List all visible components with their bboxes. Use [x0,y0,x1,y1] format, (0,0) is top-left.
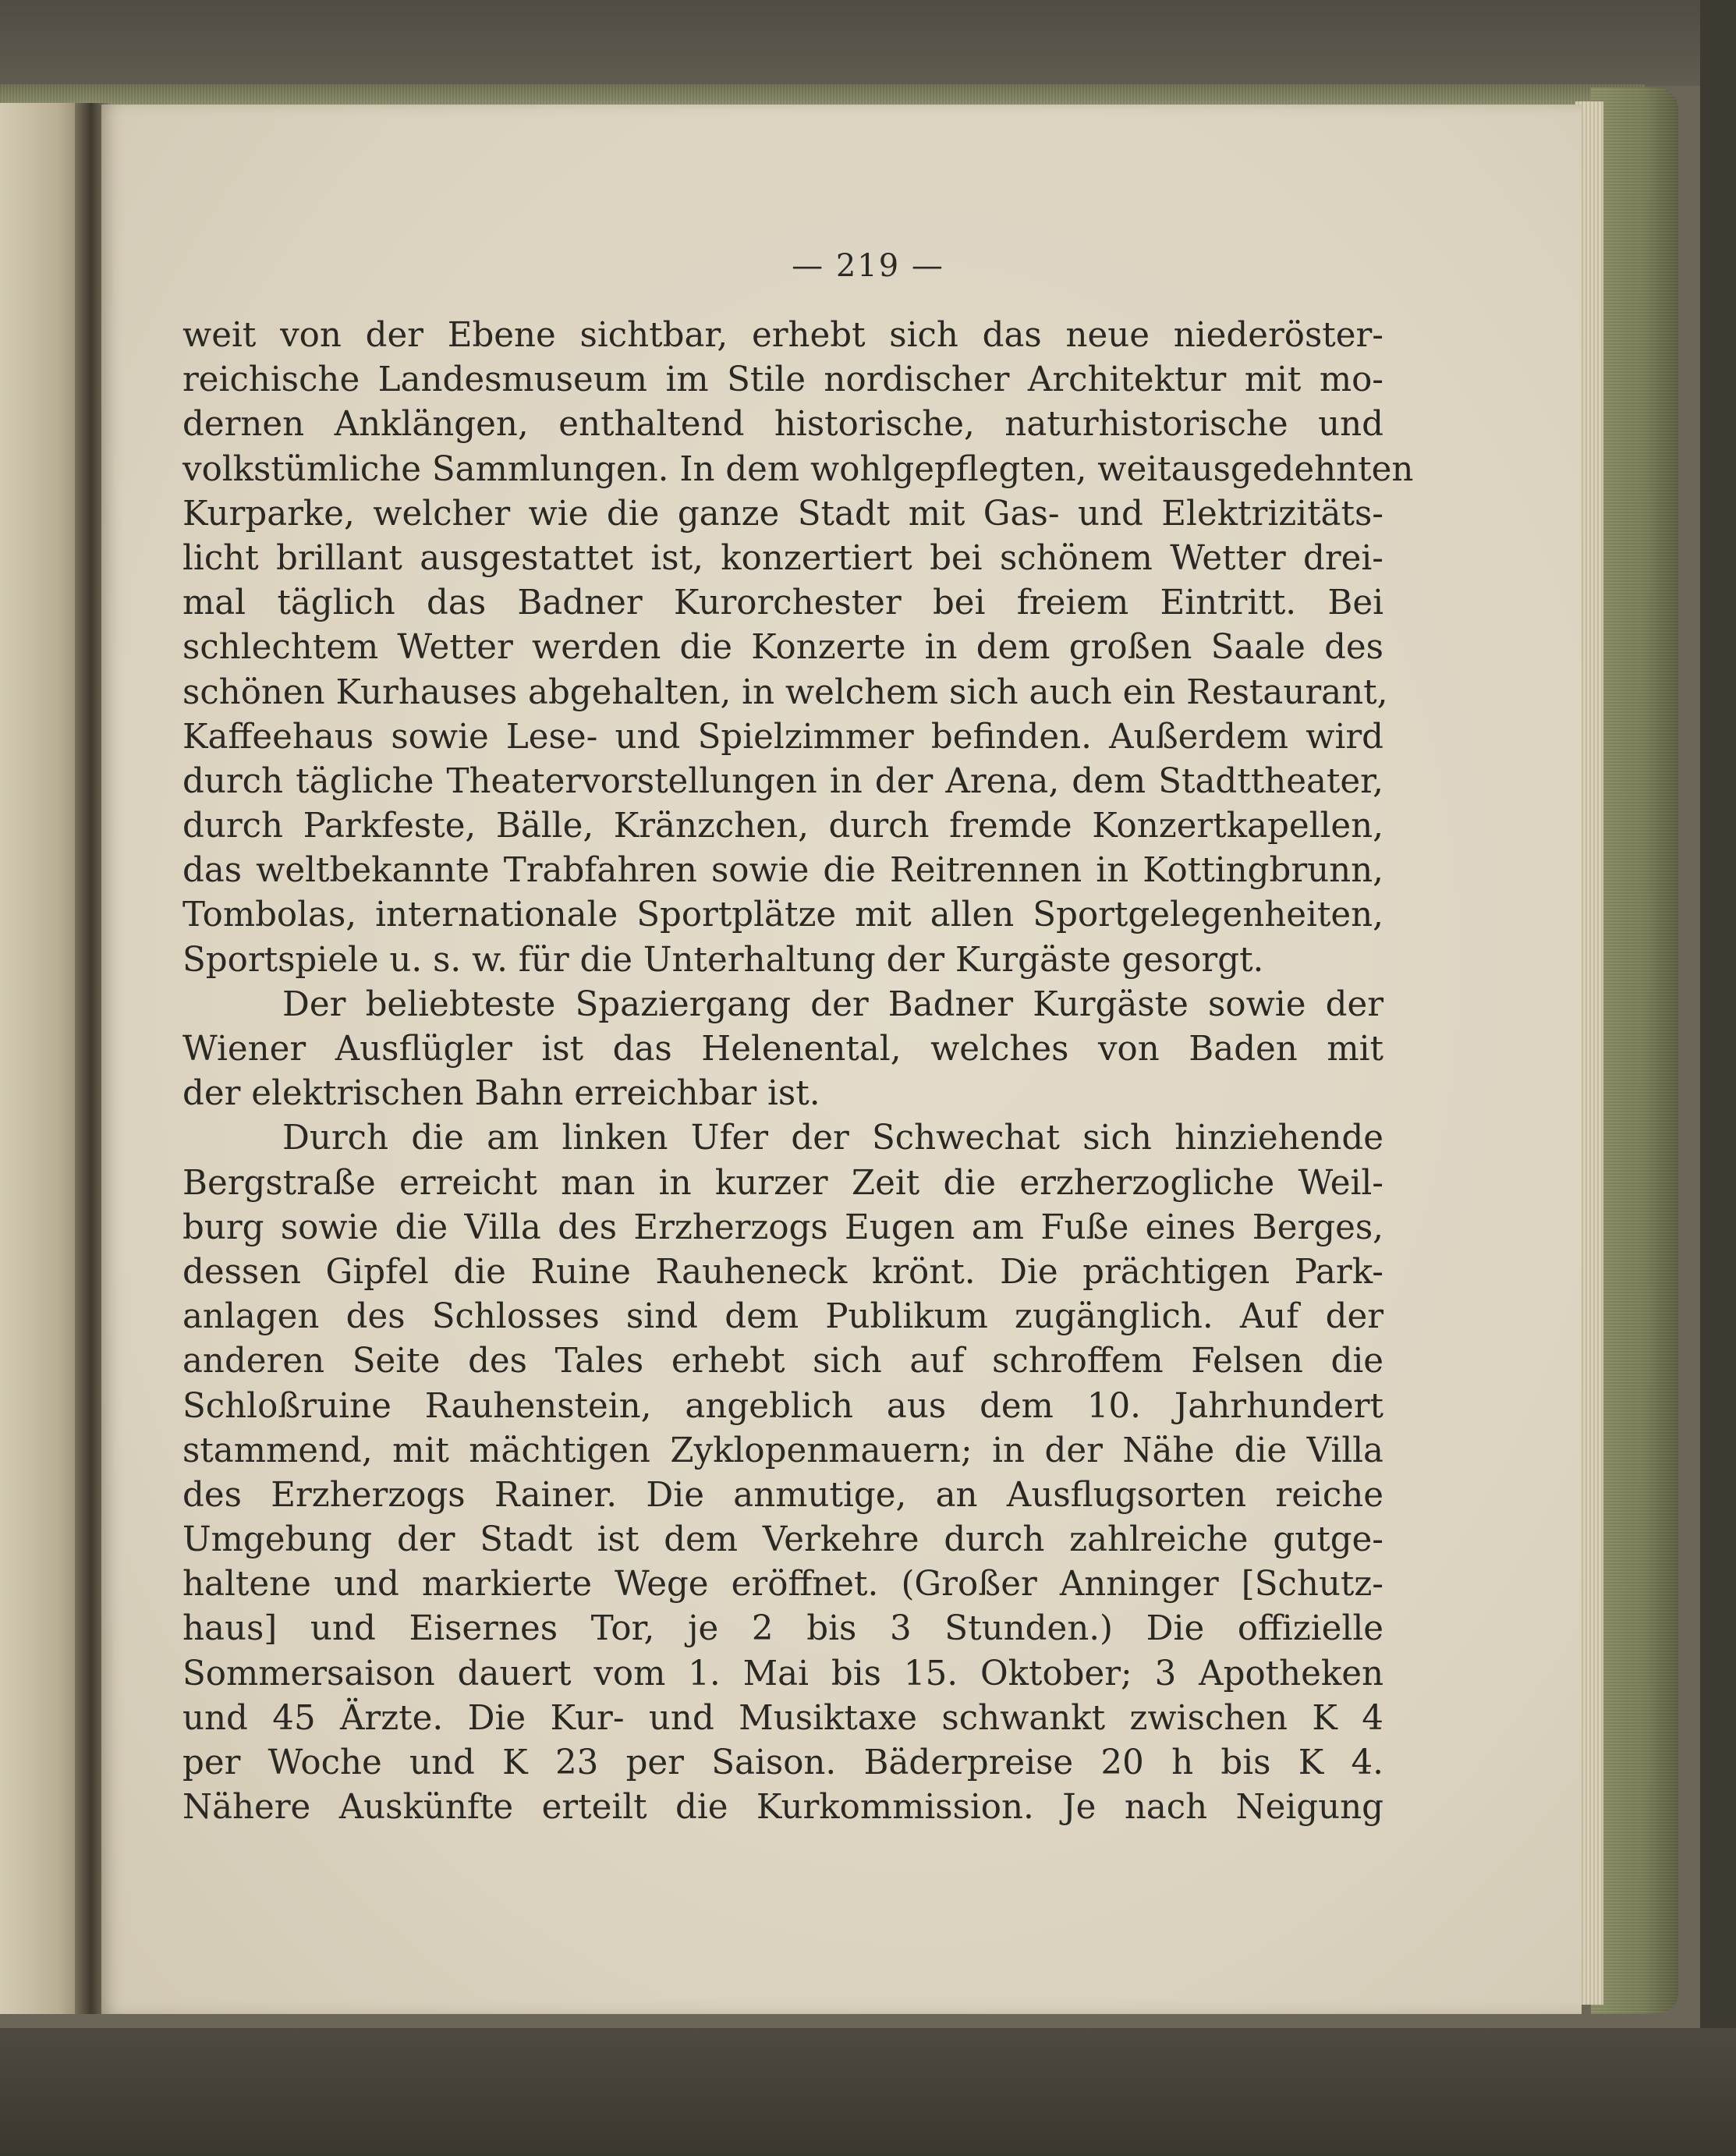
text-line: schlechtem Wetter werden die Konzerte in dem großen Saale des [182,628,1383,668]
text-line: mal täglich das Badner Kurorchester bei freiem Eintritt. Bei [182,583,1383,623]
text-line: dessen Gipfel die Ruine Rauheneck krönt. Die prächtigen Park- [182,1252,1383,1292]
text-line: Schloßruine Rauhenstein, angeblich aus dem 10. Jahrhundert [182,1386,1383,1426]
text-line: Sportspiele u. s. w. für die Unterhaltung der Kurgäste gesorgt. [182,940,1264,980]
text-line: Der beliebteste Spaziergang der Badner Kurgäste sowie der [282,984,1383,1024]
text-line: weit von der Ebene sichtbar, erhebt sich das neue niederöster- [182,316,1383,355]
background-top [0,0,1736,86]
text-line: Durch die am linken Ufer der Schwechat sich hinziehende [282,1119,1383,1158]
text-line: per Woche und K 23 per Saison. Bäderpreise 20 h bis K 4. [182,1743,1383,1782]
text-line: Kaffeehaus sowie Lese- und Spielzimmer befinden. Außerdem wird [182,717,1383,757]
text-line: reichische Landesmuseum im Stile nordischer Architektur mit mo- [182,360,1383,400]
text-line: Sommersaison dauert vom 1. Mai bis 15. Oktober; 3 Apotheken [182,1654,1383,1693]
background-bottom [0,2028,1736,2156]
text-line: burg sowie die Villa des Erzherzogs Eugen am Fuße eines Berges, [182,1207,1383,1247]
text-line: haltene und markierte Wege eröffnet. (Großer Anninger [Schutz- [182,1565,1383,1605]
text-line: schönen Kurhauses abgehalten, in welchem sich auch ein Restaurant, [182,672,1388,712]
text-line: Tombolas, internationale Sportplätze mit allen Sportgelegenheiten, [182,895,1383,935]
text-line: der elektrischen Bahn erreichbar ist. [182,1074,820,1114]
text-line: haus] und Eisernes Tor, je 2 bis 3 Stunden.) Die offizielle [182,1609,1383,1649]
text-line: Wiener Ausflügler ist das Helenental, welches von Baden mit [182,1030,1383,1069]
text-line: Umgebung der Stadt ist dem Verkehre durch zahlreiche gutge- [182,1520,1383,1560]
text-line: anderen Seite des Tales erhebt sich auf schroffem Felsen die [182,1342,1383,1381]
page-number: — 219 — [792,248,944,284]
body-text [182,314,1414,1830]
text-line: das weltbekannte Trabfahren sowie die Reitrennen in Kottingbrunn, [182,851,1383,891]
text-line: des Erzherzogs Rainer. Die anmutige, an Ausflugsorten reiche [182,1475,1383,1515]
left-page-edge [0,103,86,2014]
book-cover-right-edge [1591,87,1678,2014]
text-line: durch Parkfeste, Bälle, Kränzchen, durch fremde Konzertkapellen, [182,807,1383,846]
text-line: Nähere Auskünfte erteilt die Kurkommission. Je nach Neigung [182,1788,1383,1828]
text-line: anlagen des Schlosses sind dem Publikum zugänglich. Auf der [182,1297,1383,1337]
text-line: volkstümliche Sammlungen. In dem wohlgepflegten, weitausgedehnten [182,449,1414,489]
text-line: stammend, mit mächtigen Zyklopenmauern; in der Nähe die Villa [182,1431,1383,1470]
text-line: licht brillant ausgestattet ist, konzertiert bei schönem Wetter drei- [182,538,1383,578]
text-line: durch tägliche Theatervorstellungen in der Arena, dem Stadttheater, [182,761,1383,801]
book-cover-top-edge [0,84,1646,106]
background-right [1700,0,1736,2156]
text-line: Bergstraße erreicht man in kurzer Zeit die erzherzogliche Weil- [182,1163,1383,1203]
text-line: und 45 Ärzte. Die Kur- und Musiktaxe schwankt zwischen K 4 [182,1698,1383,1738]
text-line: dernen Anklängen, enthaltend historische, naturhistorische und [182,405,1383,445]
text-line: Kurparke, welcher wie die ganze Stadt mit Gas- und Elektrizitäts- [182,494,1383,534]
